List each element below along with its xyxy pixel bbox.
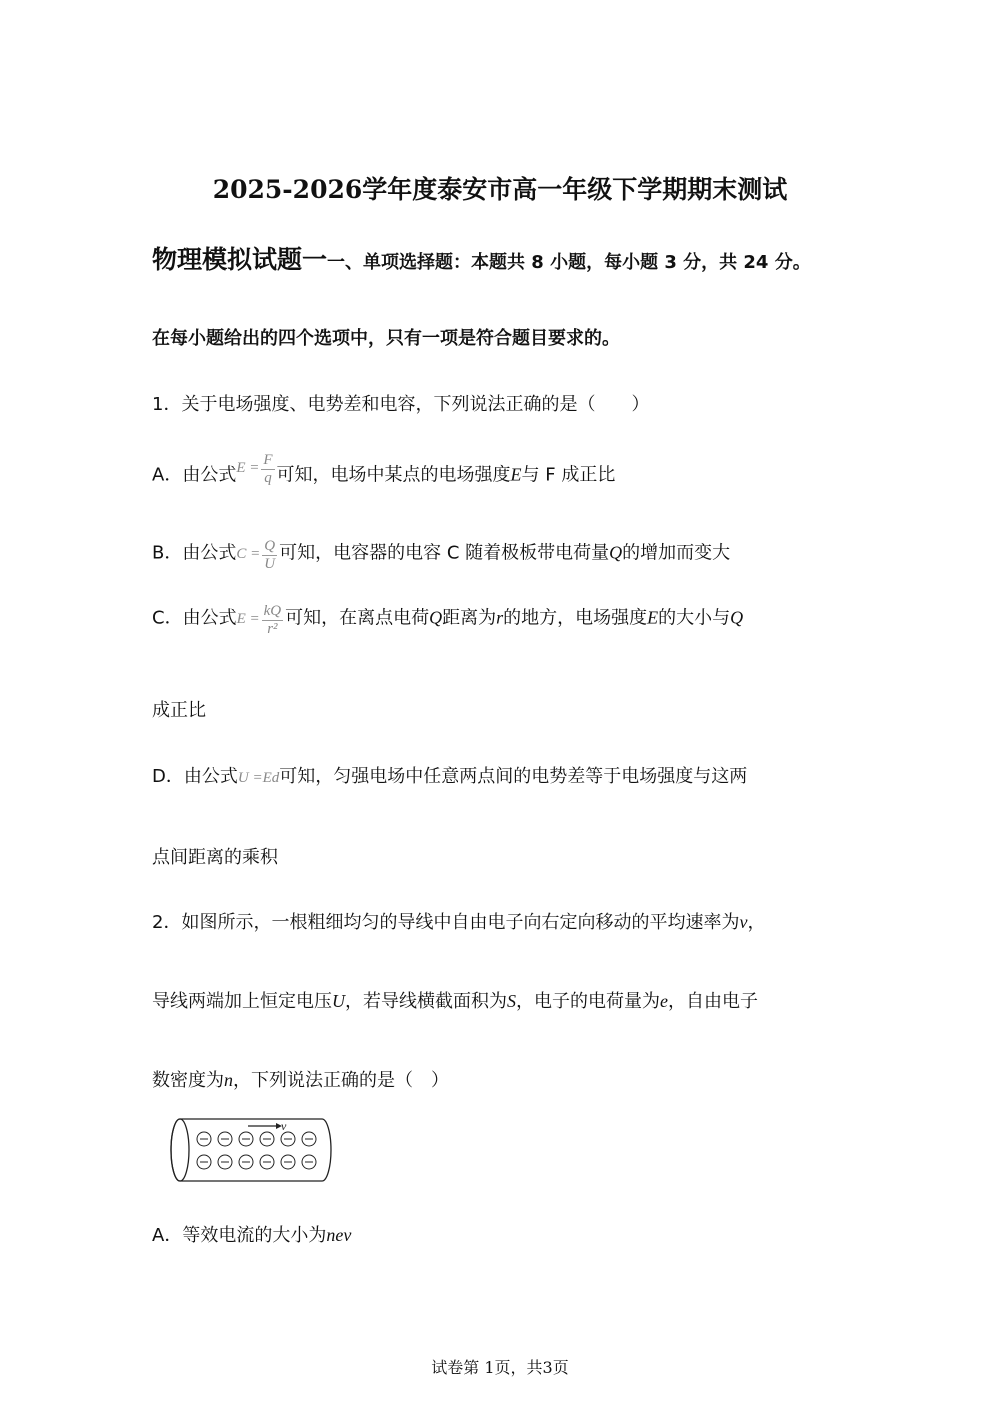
- electron-icon: [239, 1132, 253, 1146]
- electron-icon: [218, 1155, 232, 1169]
- electron-icon: [302, 1132, 316, 1146]
- q2-stem-line2: 导线两端加上恒定电压U，若导线横截面积为S，电子的电荷量为e，自由电子: [152, 991, 758, 1012]
- formula-u-ed: U =Ed: [237, 770, 280, 786]
- formula-e-kq-r2: E = $\frac{kQ}{\text{r²}}$: [236, 603, 282, 637]
- electron-icon: [302, 1155, 316, 1169]
- subtitle-paper-name: 物理模拟试题一: [152, 245, 328, 274]
- exam-title: 2025-2026学年度泰安市高一年级下学期期末测试: [212, 175, 788, 204]
- q2-option-a: A．等效电流的大小为nev: [152, 1225, 352, 1246]
- electron-icon: [197, 1132, 211, 1146]
- q1-option-c: C．由公式E = $\frac{kQ}{\text{r²}}$ 可知，在离点电荷Q距离为r的地方，电场强度E的大小与Q: [152, 603, 744, 637]
- page-footer: 试卷第 1页，共3页: [431, 1358, 569, 1377]
- electron-icon: [260, 1155, 274, 1169]
- q2-stem-line1: 2．如图所示，一根粗细均匀的导线中自由电子向右定向移动的平均速率为v，: [152, 912, 766, 933]
- velocity-label: v: [281, 1119, 287, 1133]
- electron-icon: [197, 1155, 211, 1169]
- electron-icon: [260, 1132, 274, 1146]
- electron-icon: [281, 1132, 295, 1146]
- formula-e-f-q: E = F q: [236, 452, 273, 486]
- q1-option-c-continued: 成正比: [152, 700, 206, 721]
- q1-option-b: B．由公式C = $\frac{Q}{U}$ 可知，电容器的电容 C 随着极板带电荷量Q的增加而变大: [152, 538, 731, 572]
- q1-stem: 1．关于电场强度、电势差和电容，下列说法正确的是（ ）: [152, 394, 650, 415]
- exam-subtitle: [152, 240, 811, 276]
- q2-stem-line3: 数密度为n，下列说法正确的是（ ）: [152, 1070, 449, 1091]
- section-heading: 一、单项选择题：本题共 8 小题，每小题 3 分，共 24 分。: [327, 252, 811, 273]
- electron-icon: [281, 1155, 295, 1169]
- formula-c-q-u: C = $\frac{Q}{U}$: [236, 538, 276, 572]
- electron-icon: [239, 1155, 253, 1169]
- electron-icon: [218, 1132, 232, 1146]
- q1-option-d: D．由公式U =Ed可知，匀强电场中任意两点间的电势差等于电场强度与这两: [152, 766, 748, 787]
- section-instruction: 在每小题给出的四个选项中，只有一项是符合题目要求的。: [152, 328, 620, 349]
- q1-option-a: A．由公式$^{E = \frac{F}{q}}$ 可知，电场中某点的电场强度E与 F 成正比: [152, 452, 616, 486]
- wire-diagram: [168, 1116, 338, 1184]
- q1-option-d-continued: 点间距离的乘积: [152, 847, 278, 868]
